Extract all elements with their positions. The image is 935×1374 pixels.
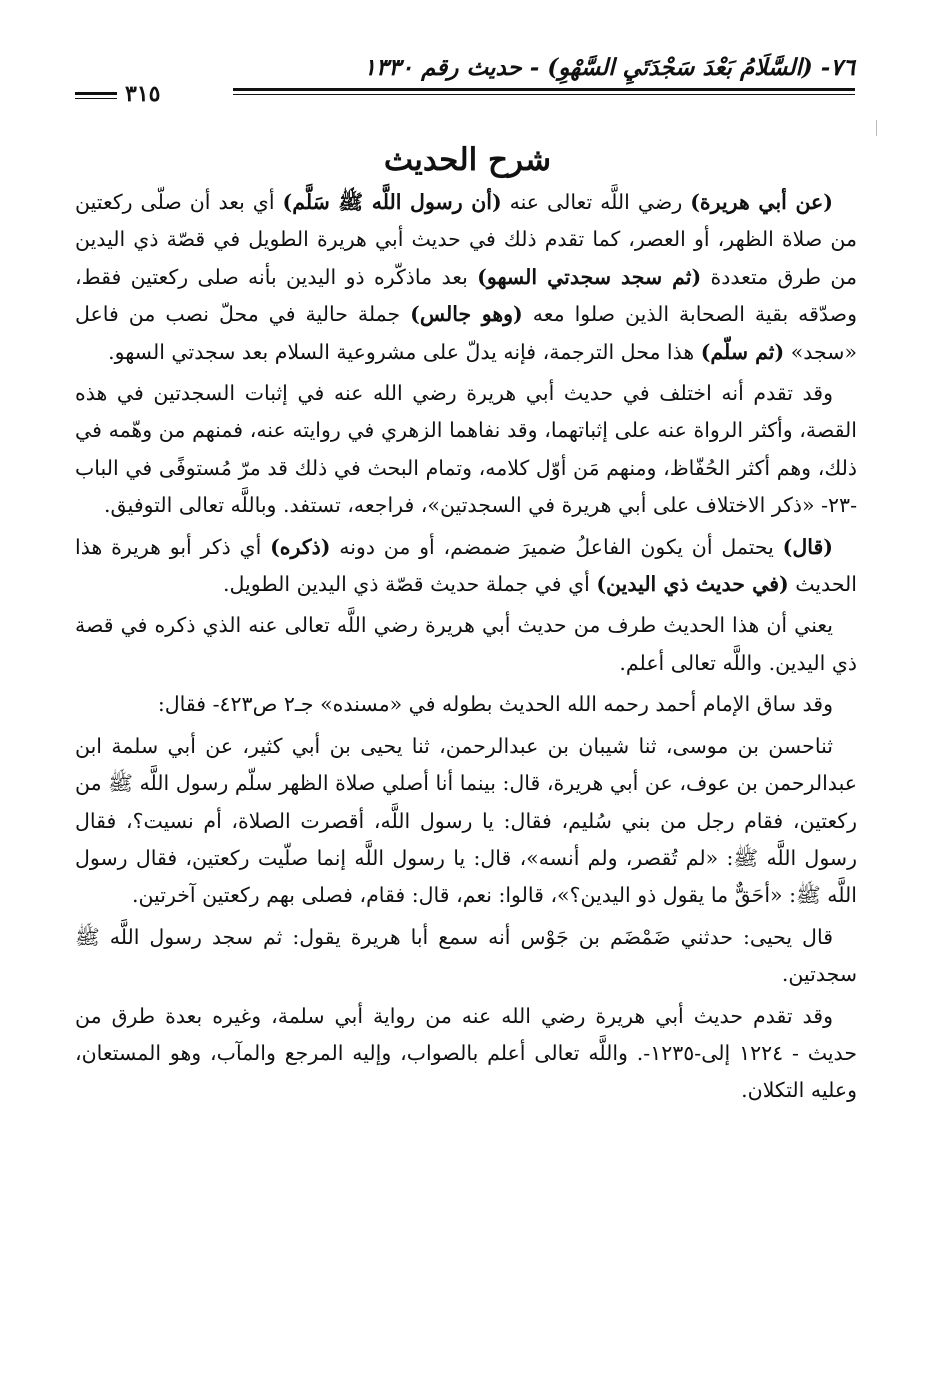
commentary-run: يحتمل أن يكون الفاعلُ ضميرَ ضمضم، أو من دونه: [330, 534, 783, 559]
running-header: [75, 52, 855, 112]
commentary-run: جملة حالية في محلّ نصب من فاعل «سجد»: [75, 302, 857, 364]
commentary-run: رضي اللَّه تعالى عنه: [501, 190, 691, 214]
commentary-run: وقد تقدم حديث أبي هريرة رضي الله عنه من رواية أبي سلمة، وغيره بعدة طرق من حديث - ١٢٢٤ إلى-١٢٣٥-. واللَّه تعالى أعلم بالصواب، وإليه المرجع والمآب، وهو المستعان، وعليه التكلان.: [75, 1003, 857, 1103]
commentary-run: يعني أن هذا الحديث طرف من حديث أبي هريرة رضي اللَّه تعالى عنه الذي ذكره في قصة ذي اليدين. واللَّه تعالى أعلم.: [75, 613, 857, 675]
commentary-run: وقد ساق الإمام أحمد رحمه الله الحديث بطوله في «مسنده» جـ٢ ص٤٢٣- فقال:: [157, 692, 833, 717]
commentary-run: أي ذكر أبو هريرة هذا الحديث: [75, 534, 857, 597]
commentary-run: وقد تقدم أنه اختلف في حديث أبي هريرة رضي الله عنه في إثبات السجدتين في هذه القصة، وأكثر الرواة عنه على إثباتهما، وقد نفاهما الزهري في روايته عنه، فمنهم من وهّمه في ذلك، وهم أكثر الحُفّاظ، ومنهم مَن أوّل كلامه، وتمام البحث في ذلك قد مرّ مُستوفًى في الباب -٢٣- «ذكر الاختلاف على أبي هريرة في السجدتين»، فراجعه، تستفد. وباللَّه تعالى التوفيق.: [75, 381, 857, 518]
paragraph: [75, 375, 857, 525]
commentary-run: قال يحيى: حدثني ضَمْضَم بن جَوْس أنه سمع أبا هريرة يقول: ثم سجد رسول اللَّه ﷺ سجدتين.: [75, 924, 857, 987]
commentary-run: هذا محل الترجمة، فإنه يدلّ على مشروعية السلام بعد سجدتي السهو.: [108, 339, 701, 364]
quoted-hadith-text: (أن رسول اللَّه ﷺ سَلَّم): [282, 190, 502, 214]
page-number-rule: [75, 92, 117, 102]
margin-mark: [876, 120, 877, 136]
commentary-run: أي بعد أن صلّى ركعتين من صلاة الظهر، أو العصر، كما تقدم ذلك في حديث أبي هريرة الطويل في قصّة ذي اليدين من طرق متعددة: [75, 190, 858, 289]
page-number: ٣١٥: [125, 81, 161, 107]
commentary-run: أي في جملة حديث قصّة ذي اليدين الطويل.: [222, 572, 597, 597]
quoted-hadith-text: (عن أبي هريرة): [690, 190, 833, 214]
quoted-hadith-text: (ثم سلّم): [700, 339, 785, 364]
quoted-hadith-text: (قال): [782, 534, 833, 559]
commentary-text: [75, 184, 857, 1114]
quoted-hadith-text: (ثم سجد سجدتي السهو): [477, 264, 702, 289]
commentary-run: ثناحسن بن موسى، ثنا شيبان بن عبدالرحمن، ثنا يحيى بن أبي كثير، عن أبي سلمة ابن عبدالرحمن بن عوف، عن أبي هريرة، قال: بينما أنا أصلي صلاة الظهر سلّم رسول اللَّه ﷺ من ركعتين، فقام رجل من بني سُليم، فقال: يا رسول اللَّه، أقصرت الصلاة، أم نسيت؟، فقال رسول اللَّه ﷺ: «لم تُقصر، ولم أنسه»، قال: يا رسول اللَّه إنما صلّيت ركعتين، فقال رسول اللَّه ﷺ: «أحَقٌّ ما يقول ذو اليدين؟»، قالوا: نعم، قال: فقام، فصلى بهم ركعتين آخرتين.: [75, 733, 857, 908]
quoted-hadith-text: (في حديث ذي اليدين): [596, 572, 789, 597]
paragraph: [75, 184, 857, 371]
paragraph: [75, 998, 857, 1110]
header-rule: [233, 88, 855, 98]
commentary-run: بعد ماذكّره ذو اليدين بأنه صلى ركعتين فقط، وصدّقه بقية الصحابة الذين صلوا معه: [75, 264, 857, 327]
paragraph: [75, 529, 857, 604]
chapter-title: ٧٦- (السَّلَامُ بَعْدَ سَجْدَتَيِ السَّهْوِ) - حديث رقم ١٣٣٠: [363, 54, 855, 81]
paragraph: [75, 607, 857, 682]
paragraph: [75, 728, 857, 915]
quoted-hadith-text: (ذكره): [270, 534, 331, 559]
paragraph: [75, 686, 857, 723]
section-heading: شرح الحديث: [383, 142, 552, 178]
quoted-hadith-text: (وهو جالس): [410, 302, 523, 327]
paragraph: [75, 919, 857, 994]
